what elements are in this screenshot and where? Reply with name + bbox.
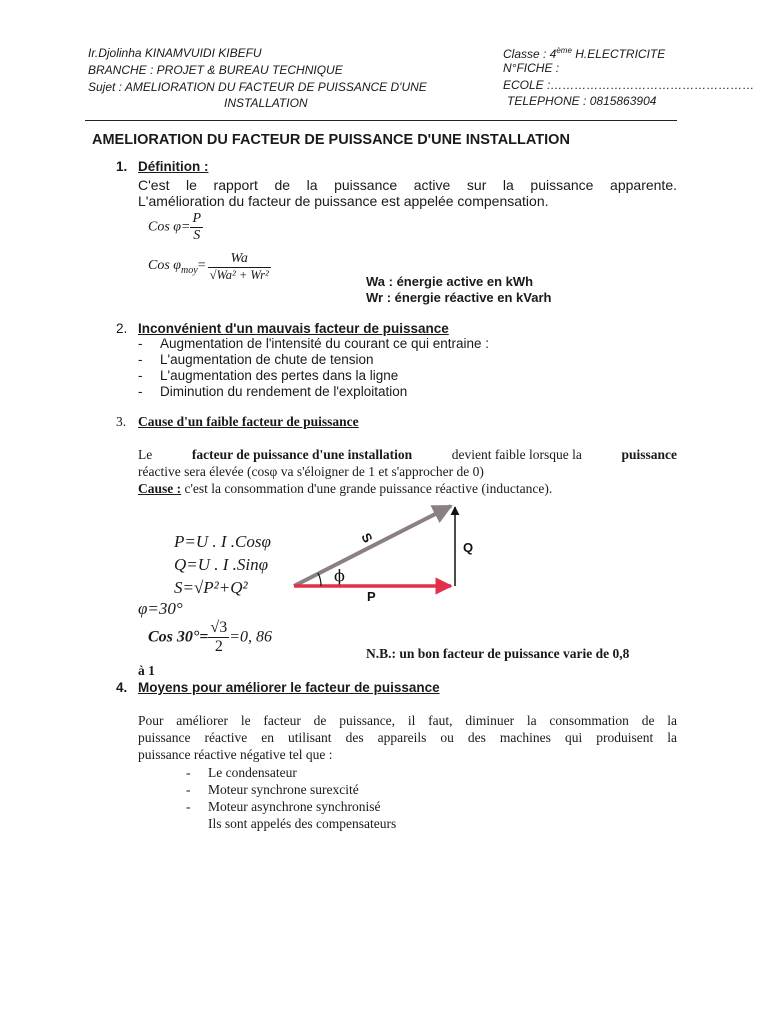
fraction-numerator: √3 bbox=[210, 619, 228, 636]
section2-title: Inconvénient d'un mauvais facteur de puissance bbox=[138, 321, 449, 336]
list-item: - L'augmentation des pertes dans la ligne bbox=[138, 368, 399, 383]
phi-angle-arc bbox=[318, 573, 321, 586]
section4-paragraph-line3: puissance réactive négative tel que : bbox=[138, 747, 333, 762]
list-item: - Moteur asynchrone synchronisé bbox=[186, 799, 381, 814]
telephone-line: TELEPHONE : 0815863904 bbox=[507, 94, 657, 108]
s-label: S bbox=[358, 530, 376, 546]
para-text: devient faible lorsque la bbox=[451, 447, 582, 462]
list-item: - Diminution du rendement de l'exploitation bbox=[138, 384, 408, 399]
section1-text-line1: C'est le rapport de la puissance active sur la puissance apparente. bbox=[138, 177, 677, 193]
section4-paragraph-line1: Pour améliorer le facteur de puissance, il faut, diminuer la consommation de la bbox=[138, 713, 677, 728]
formula-cos-phi-lhs: Cos φ= bbox=[148, 219, 191, 235]
ecole-line: ECOLE :…………………………………………… bbox=[503, 78, 755, 92]
section1-text-line2: L'amélioration du facteur de puissance est appelée compensation. bbox=[138, 193, 549, 209]
formula-phi: φ=30° bbox=[138, 599, 183, 618]
section3-paragraph-line2: réactive sera élevée (cosφ va s'éloigner de 1 et s'approcher de 0) bbox=[138, 464, 484, 479]
formula-cos30 bbox=[148, 619, 272, 656]
section3-number: 3. bbox=[116, 414, 127, 429]
legend-wa: Wa : énergie active en kWh bbox=[366, 274, 534, 289]
para-bold-phrase: facteur de puissance d'une installation bbox=[191, 447, 413, 462]
fraction-denominator: 2 bbox=[208, 637, 229, 656]
fiche-line: N°FICHE : bbox=[503, 61, 560, 75]
section4-number: 4. bbox=[116, 680, 128, 695]
section2-list bbox=[138, 336, 489, 400]
main-title: AMELIORATION DU FACTEUR DE PUISSANCE D'UNE INSTALLATION bbox=[92, 132, 570, 148]
section3-paragraph-line1 bbox=[138, 447, 677, 463]
classe-value: H.ELECTRICITE bbox=[571, 47, 666, 61]
formula-moy-lhs: Cos φ bbox=[148, 258, 182, 274]
phi-label: ϕ bbox=[334, 566, 345, 585]
fraction-wa-over-root bbox=[208, 251, 271, 283]
para-word: Le bbox=[138, 447, 153, 462]
nb-note-line1: N.B.: un bon facteur de puissance varie de 0,8 bbox=[366, 646, 630, 661]
section1-number: 1. bbox=[116, 159, 128, 174]
q-label: Q bbox=[463, 540, 474, 555]
subject-line-1: Sujet : AMELIORATION DU FACTEUR DE PUISSANCE D'UNE bbox=[88, 80, 427, 94]
classe-label: Classe : 4 bbox=[503, 47, 557, 61]
cause-label: Cause : bbox=[138, 481, 182, 496]
formula-cos-phi-moy bbox=[148, 251, 271, 283]
cos30-lhs: Cos 30°= bbox=[148, 628, 209, 646]
list-item-text: Augmentation de l'intensité du courant ce qui entraine : bbox=[160, 336, 490, 351]
formula-p: P=U . I .Cosφ bbox=[174, 532, 271, 551]
list-item-text: Moteur asynchrone synchronisé bbox=[208, 799, 381, 814]
section4-title: Moyens pour améliorer le facteur de puissance bbox=[138, 680, 440, 695]
branch-line: BRANCHE : PROJET & BUREAU TECHNIQUE bbox=[88, 63, 343, 77]
list-item: - Augmentation de l'intensité du courant ce qui entraine : bbox=[138, 336, 490, 351]
formula-q: Q=U . I .Sinφ bbox=[174, 555, 269, 574]
list-item-text: L'augmentation de chute de tension bbox=[160, 352, 374, 367]
section4-paragraph-line2: puissance réactive en utilisant des appareils ou des machines qui produisent la bbox=[138, 730, 677, 745]
fraction-root3-over-2 bbox=[208, 619, 229, 656]
closing-text: Ils sont appelés des compensateurs bbox=[208, 816, 397, 831]
fraction-numerator: Wa bbox=[230, 251, 248, 266]
legend-wr: Wr : énergie réactive en kVarh bbox=[366, 290, 552, 305]
list-item: - Moteur synchrone surexcité bbox=[186, 782, 359, 797]
list-item-text: L'augmentation des pertes dans la ligne bbox=[160, 368, 399, 383]
power-triangle-diagram bbox=[285, 495, 485, 605]
cause-text: c'est la consommation d'une grande puissance réactive (inductance). bbox=[181, 481, 553, 496]
vector-s-arrow bbox=[294, 506, 451, 586]
header-divider bbox=[85, 120, 677, 121]
list-item: - L'augmentation de chute de tension bbox=[138, 352, 374, 367]
formula-moy-equals: = bbox=[197, 258, 206, 274]
nb-note-line2: à 1 bbox=[138, 663, 155, 678]
list-item-text: Diminution du rendement de l'exploitation bbox=[160, 384, 408, 399]
list-item-text: Moteur synchrone surexcité bbox=[208, 782, 359, 797]
fraction-numerator: P bbox=[192, 211, 202, 226]
fraction-p-over-s bbox=[190, 211, 203, 244]
formula-s: S=√P²+Q² bbox=[174, 578, 248, 597]
section1-title: Définition : bbox=[138, 159, 209, 174]
section2-number: 2. bbox=[116, 321, 128, 336]
list-item bbox=[186, 815, 396, 832]
p-label: P bbox=[367, 589, 376, 604]
section3-title: Cause d'un faible facteur de puissance bbox=[138, 414, 359, 429]
formula-moy-subscript: moy bbox=[181, 264, 198, 276]
fraction-denominator: √Wa² + Wr² bbox=[209, 268, 269, 282]
author-name: Ir.Djolinha KINAMVUIDI KIBEFU bbox=[88, 46, 262, 60]
list-item: - Le condensateur bbox=[186, 765, 297, 780]
fraction-denominator: S bbox=[190, 227, 203, 244]
classe-superscript: ème bbox=[556, 46, 572, 55]
para-bold-word: puissance bbox=[621, 447, 677, 462]
section4-list bbox=[186, 764, 396, 832]
list-item-text: Le condensateur bbox=[208, 765, 297, 780]
formula-cos-phi bbox=[148, 211, 203, 244]
cos30-rhs: =0, 86 bbox=[229, 628, 272, 646]
subject-line-2: INSTALLATION bbox=[224, 96, 308, 110]
